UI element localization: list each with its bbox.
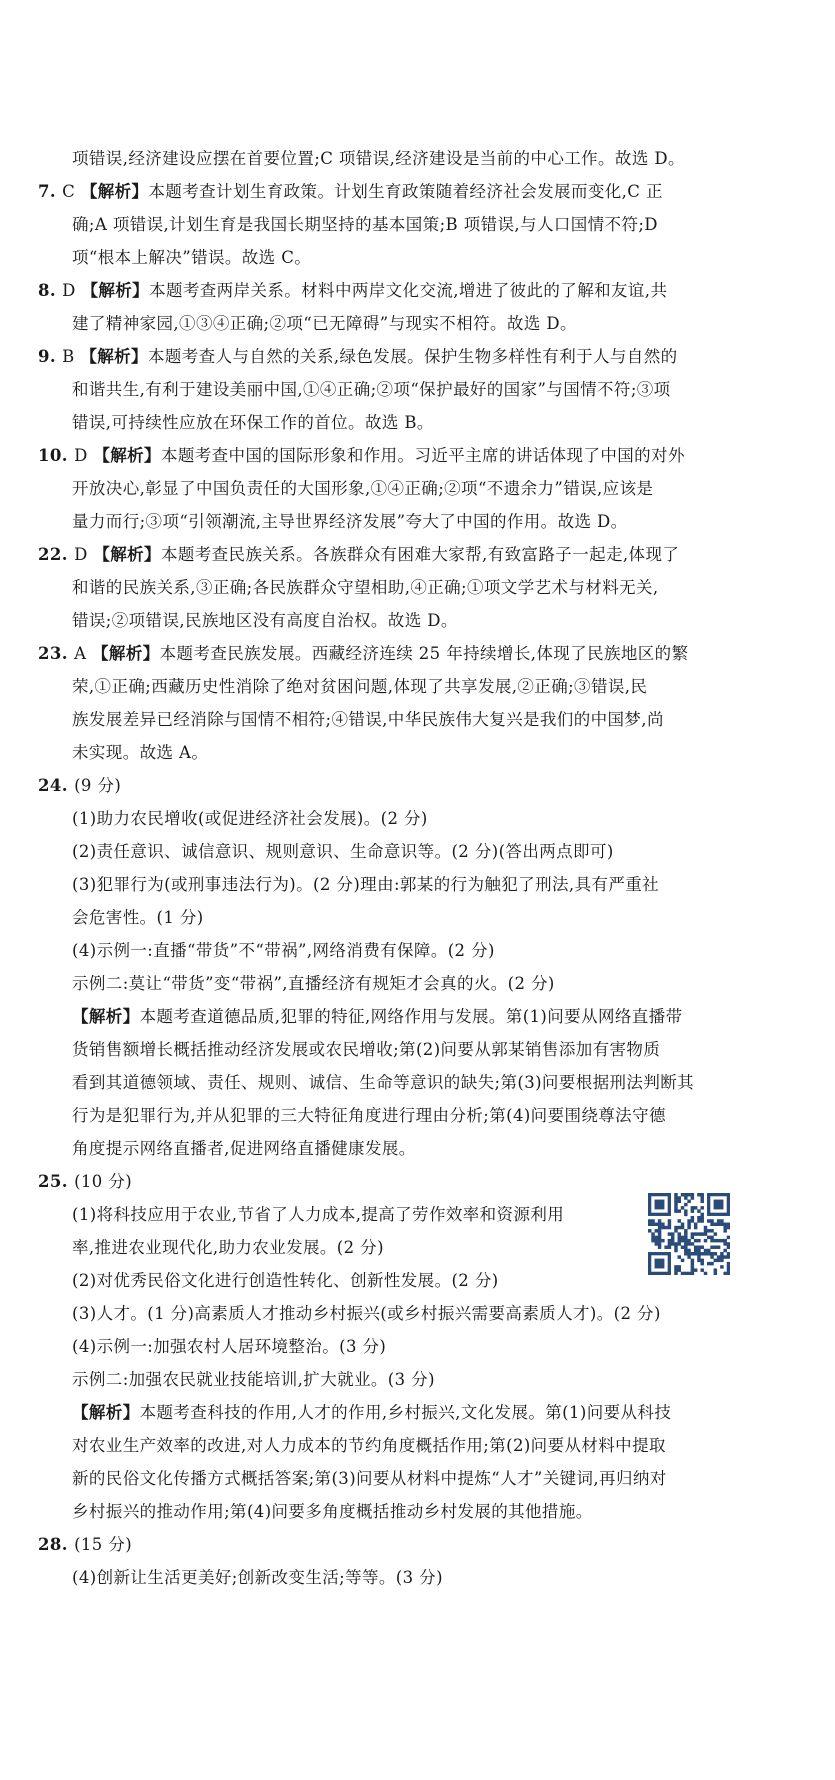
answer-line — [38, 967, 758, 1000]
answer-line — [38, 1363, 758, 1396]
answer-text: 本题考查科技的作用,人才的作用,乡村振兴,文化发展。第(1)问要从科技 — [139, 1403, 672, 1422]
answer-text: 本题考查民族发展。西藏经济连续 25 年持续增长,体现了民族地区的繁 — [159, 644, 689, 663]
answer-text: C — [62, 182, 81, 201]
answer-text: (3)犯罪行为(或刑事违法行为)。(2 分)理由:郭某的行为触犯了刑法,具有严重社 — [72, 875, 660, 894]
answer-text: (2)责任意识、诚信意识、规则意识、生命意识等。(2 分)(答出两点即可) — [72, 842, 614, 861]
answer-line — [38, 472, 758, 505]
answer-text: (4)示例一:加强农村人居环境整治。(3 分) — [72, 1337, 387, 1356]
qr-code-icon — [648, 1193, 730, 1275]
answer-line — [38, 142, 758, 175]
answer-text: 本题考查民族关系。各族群众有困难大家帮,有致富路子一起走,体现了 — [160, 545, 680, 564]
question-number: 8. — [38, 281, 63, 300]
answer-text: 货销售额增长概括推动经济发展或农民增收;第(2)问要从郭某销售添加有害物质 — [72, 1040, 661, 1059]
question-number: 10. — [38, 446, 75, 465]
answer-line — [38, 208, 758, 241]
answer-text: 本题考查道德品质,犯罪的特征,网络作用与发展。第(1)问要从网络直播带 — [139, 1007, 683, 1026]
answer-line — [38, 439, 758, 472]
question-number: 9. — [38, 347, 63, 366]
answer-text: 示例二:加强农民就业技能培训,扩大就业。(3 分) — [72, 1370, 435, 1389]
answer-text: 率,推进农业现代化,助力农业发展。(2 分) — [72, 1238, 384, 1257]
answer-text: 荣,①正确;西藏历史性消除了绝对贫困问题,体现了共享发展,②正确;③错误,民 — [72, 677, 648, 696]
answer-text: B — [62, 347, 81, 366]
answer-line — [38, 736, 758, 769]
answer-text: (3)人才。(1 分)高素质人才推动乡村振兴(或乡村振兴需要高素质人才)。(2 分) — [72, 1304, 661, 1323]
answer-text: 错误;②项错误,民族地区没有高度自治权。故选 D。 — [72, 611, 458, 630]
answer-line — [38, 1066, 758, 1099]
answer-line — [38, 571, 758, 604]
answer-text: 角度提示网络直播者,促进网络直播健康发展。 — [72, 1139, 416, 1158]
answer-text: 项错误,经济建设应摆在首要位置;C 项错误,经济建设是当前的中心工作。故选 D。 — [72, 149, 685, 168]
answer-text: (1)助力农民增收(或促进经济社会发展)。(2 分) — [72, 809, 428, 828]
answer-line — [38, 1528, 758, 1561]
answer-text: D — [74, 446, 94, 465]
question-number: 25. — [38, 1172, 75, 1191]
answer-text: 行为是犯罪行为,并从犯罪的三大特征角度进行理由分析;第(4)问要围绕尊法守德 — [72, 1106, 666, 1125]
answer-text: 乡村振兴的推动作用;第(4)问要多角度概括推动乡村发展的其他措施。 — [72, 1502, 593, 1521]
answer-line — [38, 505, 758, 538]
answer-line — [38, 1462, 758, 1495]
answer-line — [38, 1429, 758, 1462]
answer-line — [38, 1099, 758, 1132]
question-number: 22. — [38, 545, 75, 564]
answer-line — [38, 670, 758, 703]
answer-line — [38, 1330, 758, 1363]
answer-text: 和谐共生,有利于建设美丽中国,①④正确;②项“保护最好的国家”与国情不符;③项 — [72, 380, 671, 399]
answer-line — [38, 1561, 758, 1594]
analysis-tag: 【解析】 — [92, 644, 160, 663]
answer-text: 族发展差异已经消除与国情不相符;④错误,中华民族伟大复兴是我们的中国梦,尚 — [72, 710, 664, 729]
question-number: 23. — [38, 644, 75, 663]
answer-text: A — [74, 644, 93, 663]
answer-text: 开放决心,彰显了中国负责任的大国形象,①④正确;②项“不遗余力”错误,应该是 — [72, 479, 654, 498]
answer-text: (2)对优秀民俗文化进行创造性转化、创新性发展。(2 分) — [72, 1271, 499, 1290]
answer-text: 确;A 项错误,计划生育是我国长期坚持的基本国策;B 项错误,与人口国情不符;D — [72, 215, 658, 234]
answer-line — [38, 307, 758, 340]
answer-text: 错误,可持续性应放在环保工作的首位。故选 B。 — [72, 413, 434, 432]
answer-line — [38, 175, 758, 208]
answer-text: 建了精神家园,①③④正确;②项“已无障碍”与现实不相符。故选 D。 — [72, 314, 577, 333]
answer-line — [38, 538, 758, 571]
answer-text: D — [62, 281, 82, 300]
analysis-tag: 【解析】 — [81, 281, 150, 300]
answer-text: 本题考查人与自然的关系,绿色发展。保护生物多样性有利于人与自然的 — [147, 347, 678, 366]
answer-text: 示例二:莫让“带货”变“带祸”,直播经济有规矩才会真的火。(2 分) — [72, 974, 555, 993]
answer-text: (9 分) — [74, 776, 122, 795]
answer-line — [38, 1033, 758, 1066]
answer-content — [38, 142, 758, 1594]
answer-line — [38, 274, 758, 307]
answer-line — [38, 1132, 758, 1165]
answer-line — [38, 934, 758, 967]
answer-text: 项“根本上解决”错误。故选 C。 — [72, 248, 312, 267]
answer-text: 本题考查计划生育政策。计划生育政策随着经济社会发展而变化,C 正 — [148, 182, 663, 201]
answer-text: 会危害性。(1 分) — [72, 908, 204, 927]
answer-line — [38, 1000, 758, 1033]
answer-text: (15 分) — [74, 1535, 133, 1554]
answer-text: D — [74, 545, 94, 564]
analysis-tag: 【解析】 — [93, 446, 161, 465]
answer-text: 看到其道德领域、责任、规则、诚信、生命等意识的缺失;第(3)问要根据刑法判断其 — [72, 1073, 695, 1092]
answer-line — [38, 406, 758, 439]
answer-line — [38, 703, 758, 736]
answer-line — [38, 901, 758, 934]
answer-line — [38, 604, 758, 637]
answer-line — [38, 373, 758, 406]
answer-text: 量力而行;③项“引领潮流,主导世界经济发展”夸大了中国的作用。故选 D。 — [72, 512, 628, 531]
answer-line — [38, 637, 758, 670]
answer-text: 本题考查两岸关系。材料中两岸文化交流,增进了彼此的了解和友谊,共 — [149, 281, 668, 300]
answer-text: 未实现。故选 A。 — [72, 743, 209, 762]
answer-line — [38, 340, 758, 373]
answer-line — [38, 1297, 758, 1330]
analysis-tag: 【解析】 — [72, 1403, 140, 1422]
question-number: 28. — [38, 1535, 75, 1554]
answer-text: (4)创新让生活更美好;创新改变生活;等等。(3 分) — [72, 1568, 443, 1587]
answer-text: 新的民俗文化传播方式概括答案;第(3)问要从材料中提炼“人才”关键词,再归纳对 — [72, 1469, 667, 1488]
analysis-tag: 【解析】 — [93, 545, 161, 564]
answer-text: 本题考查中国的国际形象和作用。习近平主席的讲话体现了中国的对外 — [160, 446, 685, 465]
analysis-tag: 【解析】 — [72, 1007, 140, 1026]
answer-line — [38, 1495, 758, 1528]
answer-line — [38, 868, 758, 901]
answer-text: (4)示例一:直播“带货”不“带祸”,网络消费有保障。(2 分) — [72, 941, 495, 960]
analysis-tag: 【解析】 — [80, 347, 148, 366]
question-number: 7. — [38, 182, 63, 201]
question-number: 24. — [38, 776, 75, 795]
answer-text: 对农业生产效率的改进,对人力成本的节约角度概括作用;第(2)问要从材料中提取 — [72, 1436, 666, 1455]
answer-text: (1)将科技应用于农业,节省了人力成本,提高了劳作效率和资源利用 — [72, 1205, 565, 1224]
answer-text: (10 分) — [74, 1172, 133, 1191]
answer-line — [38, 1396, 758, 1429]
analysis-tag: 【解析】 — [80, 182, 149, 201]
answer-line — [38, 241, 758, 274]
answer-text: 和谐的民族关系,③正确;各民族群众守望相助,④正确;①项文学艺术与材料无关, — [72, 578, 659, 597]
answer-line — [38, 802, 758, 835]
answer-line — [38, 769, 758, 802]
answer-line — [38, 835, 758, 868]
